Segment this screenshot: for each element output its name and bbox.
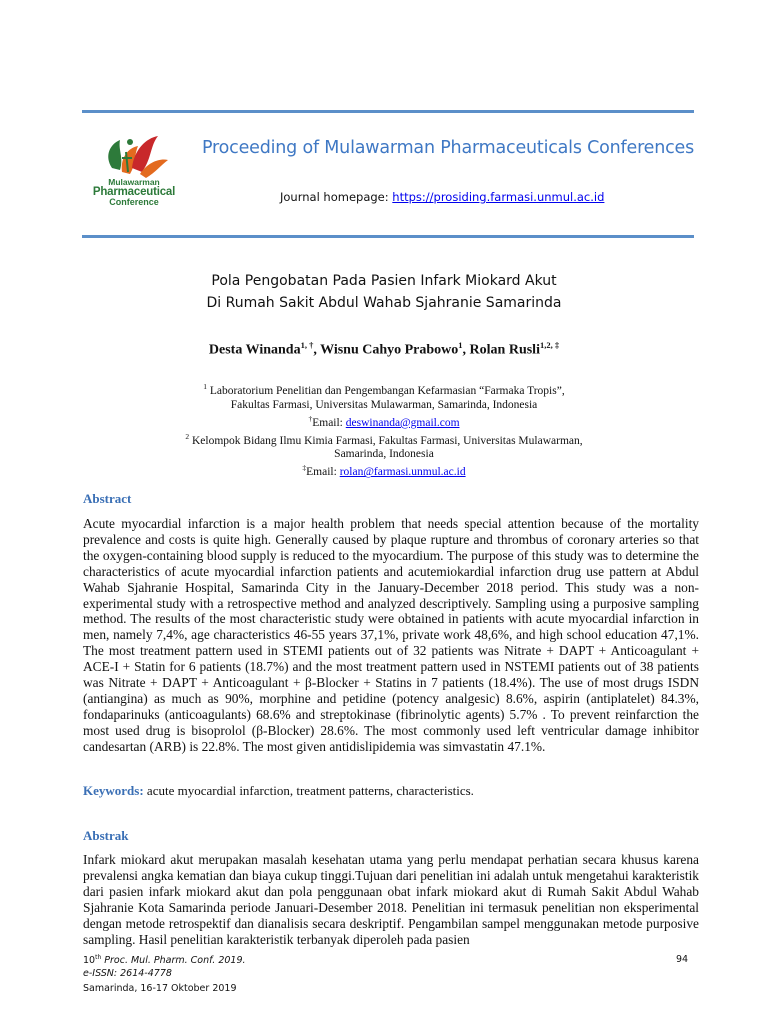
author-affiliation-mark: 1, †: [300, 340, 314, 350]
author-affiliation-mark: 1: [458, 340, 463, 350]
abstract-heading: Abstract: [83, 491, 132, 506]
affiliations: [0, 380, 768, 479]
author-name: Rolan Rusli: [469, 342, 540, 358]
affiliation-1-text: Laboratorium Penelitian dan Pengembangan Kefarmasian “Farmaka Tropis”,: [207, 384, 565, 397]
abstract-body: Acute myocardial infarction is a major health problem that needs special attention because of the mortality prevalence and costs is quite high. Generally caused by plaque rupture and thrombus of coronary arteries so that the oxygen-containing blood supply is reduced to the myocardium. The purpose of this study was to determine the characteristics of acute myocardial infarction patients and acutemiokardial infarction drug use pattern at Abdul Wahab Sjahranie Hospital, Samarinda City in the January-December 2018 period. This study was a non-experimental study with a retrospective method and analyzed descriptively. Sampling using a purposive sampling method. The results of the most characteristic study were obtained in patients with acute myocardial infarction in men, namely 7,4%, age characteristics 46-55 years 37,1%, private work 48,6%, and high school education 47,1%. The most treatment pattern used in STEMI patients out of 32 patients was Nitrate + DAPT + Anticoagulant + ACE-I + Statin for 6 patients (18.7%) and the most treatment pattern used in NSTEMI patients out of 38 patients was Nitrate + DAPT + Anticoagulant + β-Blocker + Statins in 7 patients (18.4%). The use of most drugs ISDN (antiangina) as much as 90%, morphine and petidine (potency analgesic) 8.6%, aspirin (antiplatelet) 84.3%, fondaparinuks (anticoagulants) 68.6% and streptokinase (fibrinolytic agents) 5.7% . To prevent reinfarction the most used drug is bisoprolol (β-Blocker) 28.6%. The most commonly used left ventricular damage inhibitor candesartan (ARB) is 22.8%. The most given antidislipidemia was simvastatin 47.1%.: [83, 516, 699, 754]
email-1-line: [0, 412, 768, 430]
keywords: [83, 783, 474, 799]
email-2-label: Email:: [306, 466, 340, 479]
affiliation-2-mark: 2: [185, 431, 190, 441]
journal-homepage: [280, 190, 604, 204]
email-2-line: [0, 461, 768, 479]
abstrak-heading: Abstrak: [83, 828, 129, 843]
email-2-link[interactable]: rolan@farmasi.unmul.ac.id: [339, 466, 466, 479]
author-name: Desta Winanda: [208, 342, 301, 358]
conference-logo-text: [84, 178, 184, 207]
keywords-label: Keywords:: [83, 783, 144, 798]
author-separator: ,: [462, 342, 470, 358]
abstrak-body: Infark miokard akut merupakan masalah kesehatan utama yang perlu mendapat perhatian secara khusus karena prevalensi angka kematian dan biaya cukup tinggi.Tujuan dari penelitian ini adalah untuk mengetahui karakteristik dari pasien infark miokard akut dan pola penggunaan obat infark miokard akut di Rumah Sakit Abdul Wahab Sjahranie Kota Samarinda periode Januari-Desember 2018. Penelitian ini termasuk penelitian non eksperimental dengan metode retrospektif dan dianalisis secara deskriptif. Pengambilan sampel menggunakan metode purposive sampling. Hasil penelitian karakteristik terbanyak diperoleh pada pasien: [83, 852, 699, 947]
email-2-mark: ‡: [302, 463, 307, 473]
email-1-mark: †: [308, 413, 313, 423]
affiliation-1-line-2: Fakultas Farmasi, Universitas Mulawarman, Samarinda, Indonesia: [230, 398, 538, 411]
page-number: 94: [676, 954, 689, 965]
affiliation-1-mark: 1: [203, 382, 208, 391]
keywords-text: acute myocardial infarction, treatment patterns, characteristics.: [143, 783, 474, 798]
affiliation-2-text: Kelompok Bidang Ilmu Kimia Farmasi, Fakultas Farmasi, Universitas Mulawarman,: [189, 434, 583, 447]
footer-issn: e-ISSN: 2614-4778: [83, 968, 172, 979]
author-affiliation-mark: 1,2, ‡: [539, 340, 560, 350]
email-1-label: Email:: [312, 416, 346, 429]
logo-line-1: Mulawarman: [108, 177, 160, 187]
footer-place-date: Samarinda, 16-17 Oktober 2019: [83, 983, 237, 994]
affiliation-2-line-2: Samarinda, Indonesia: [334, 448, 434, 461]
title-line-2: Di Rumah Sakit Abdul Wahab Sjahranie Samarinda: [206, 295, 562, 311]
logo-line-3: Conference: [109, 197, 159, 207]
edition-number: 10: [83, 955, 96, 967]
paper-title: [0, 270, 768, 314]
title-line-1: Pola Pengobatan Pada Pasien Infark Miokard Akut: [211, 273, 557, 289]
journal-title: Proceeding of Mulawarman Pharmaceuticals Conferences: [202, 138, 695, 158]
author-list: [0, 340, 768, 359]
header-bottom-rule: [82, 235, 694, 238]
footer-edition: [83, 954, 246, 966]
affiliation-1-line-1: [0, 380, 768, 398]
author-separator: ,: [313, 342, 321, 358]
logo-line-2: Pharmaceutical: [92, 185, 176, 198]
homepage-link[interactable]: https://prosiding.farmasi.unmul.ac.id: [392, 190, 605, 204]
header-top-rule: [82, 110, 694, 113]
edition-text: Proc. Mul. Pharm. Conf. 2019.: [101, 955, 246, 967]
affiliation-2-line-1: [0, 430, 768, 448]
edition-suffix: th: [95, 954, 102, 961]
author-name: Wisnu Cahyo Prabowo: [320, 342, 459, 358]
email-1-link[interactable]: deswinanda@gmail.com: [345, 416, 460, 429]
homepage-label: Journal homepage:: [280, 190, 389, 204]
